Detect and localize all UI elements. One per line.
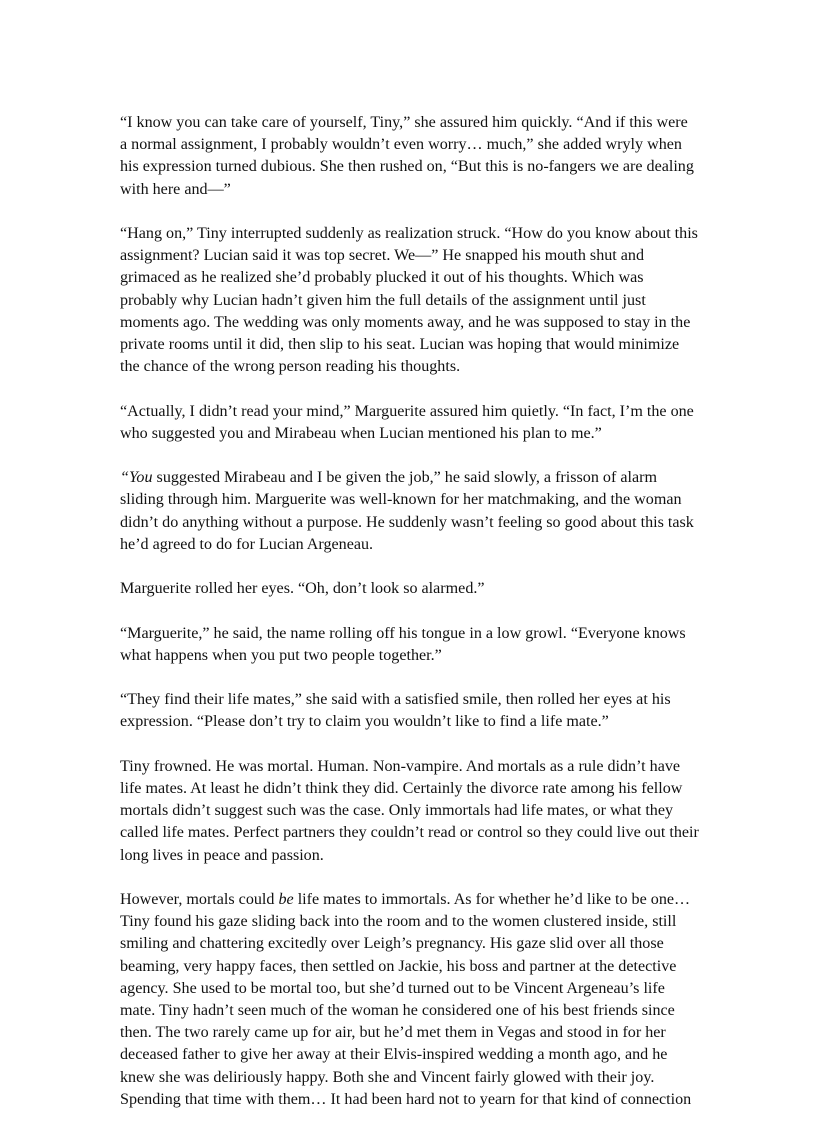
text-line: who suggested you and Mirabeau when Lucian mentioned his plan to me.” [120,424,602,442]
text-line: probably why Lucian hadn’t given him the full details of the assignment until just [120,291,646,309]
text-line: mate. Tiny hadn’t seen much of the woman he considered one of his best friends since [120,1002,675,1019]
text-line: “Marguerite,” he said, the name rolling off his tongue in a low growl. “Everyone knows [120,624,686,642]
text-run: life mates to immortals. As for whether he’d like to be one… [293,890,691,908]
text-line: Tiny found his gaze sliding back into the room and to the women clustered inside, still [120,913,677,931]
paragraph-6 [120,623,710,667]
text-line: moments ago. The wedding was only moments away, and he was supposed to stay in the [120,313,691,331]
text-line: knew she was deliriously happy. Both she and Vincent fairly glowed with their joy. [120,1068,655,1086]
italic-text: “You [120,469,153,487]
text-line: “Hang on,” Tiny interrupted suddenly as realization struck. “How do you know about this [120,225,698,242]
paragraph-1 [120,112,710,201]
text-line: private rooms until it did, then slip to his seat. Lucian was hoping that would minimize [120,336,680,354]
text-line: with here and—” [120,180,231,198]
text-line: then. The two rarely came up for air, but he’d met them in Vegas and stood in for her [120,1024,666,1042]
text-line: mortals didn’t suggest such was the case. Only immortals had life mates, or what they [120,802,674,820]
paragraph-3 [120,401,710,445]
text-line: assignment? Lucian said it was top secret. We—” He snapped his mouth shut and [120,247,645,265]
text-line: Tiny frowned. He was mortal. Human. Non-vampire. And mortals as a rule didn’t have [120,757,681,775]
paragraph-4 [120,467,710,556]
paragraph-8 [120,756,710,867]
text-line: expression. “Please don’t try to claim you wouldn’t like to find a life mate.” [120,713,609,731]
text-line: long lives in peace and passion. [120,846,324,864]
text-line: the chance of the wrong person reading his thoughts. [120,358,461,376]
text-line [120,467,710,489]
text-line: “Actually, I didn’t read your mind,” Marguerite assured him quietly. “In fact, I’m the one [120,402,694,420]
text-line: didn’t do anything without a purpose. He suddenly wasn’t feeling so good about this task [120,513,694,531]
text-line: smiling and chattering excitedly over Leigh’s pregnancy. His gaze slid over all those [120,935,664,953]
text-line: “They find their life mates,” she said with a satisfied smile, then rolled her eyes at his [120,691,671,709]
text-line: his expression turned dubious. She then rushed on, “But this is no-fangers we are dealing [120,158,694,176]
text-line: called life mates. Perfect partners they couldn’t read or control so they could live out their [120,824,699,842]
text-line: Marguerite rolled her eyes. “Oh, don’t look so alarmed.” [120,580,485,598]
text-line: beaming, very happy faces, then settled on Jackie, his boss and partner at the detective [120,957,677,975]
paragraph-7 [120,689,710,733]
text-line: agency. She used to be mortal too, but she’d turned out to be Vincent Argeneau’s life [120,979,665,997]
text-line: grimaced as he realized she’d probably plucked it out of his thoughts. Which was [120,269,644,287]
paragraph-5 [120,578,710,600]
text-run: suggested Mirabeau and I be given the job,” he said slowly, a frisson of alarm [152,469,657,487]
text-line: life mates. At least he didn’t think they did. Certainly the divorce rate among his fellow [120,779,683,797]
text-line: sliding through him. Marguerite was well-known for her matchmaking, and the woman [120,491,682,509]
text-line: deceased father to give her away at their Elvis-inspired wedding a month ago, and he [120,1046,668,1064]
italic-text: be [278,890,294,908]
text-run: However, mortals could [120,890,279,908]
paragraph-9 [120,889,710,1111]
text-line: he’d agreed to do for Lucian Argeneau. [120,535,374,553]
text-line: what happens when you put two people together.” [120,646,442,664]
text-line: a normal assignment, I probably wouldn’t even worry… much,” she added wryly when [120,136,682,154]
text-line: Spending that time with them… It had been hard not to yearn for that kind of connection [120,1090,692,1108]
paragraph-2 [120,223,710,378]
book-page [120,112,710,1111]
text-line [120,889,710,911]
text-line: “I know you can take care of yourself, Tiny,” she assured him quickly. “And if this were [120,114,688,131]
